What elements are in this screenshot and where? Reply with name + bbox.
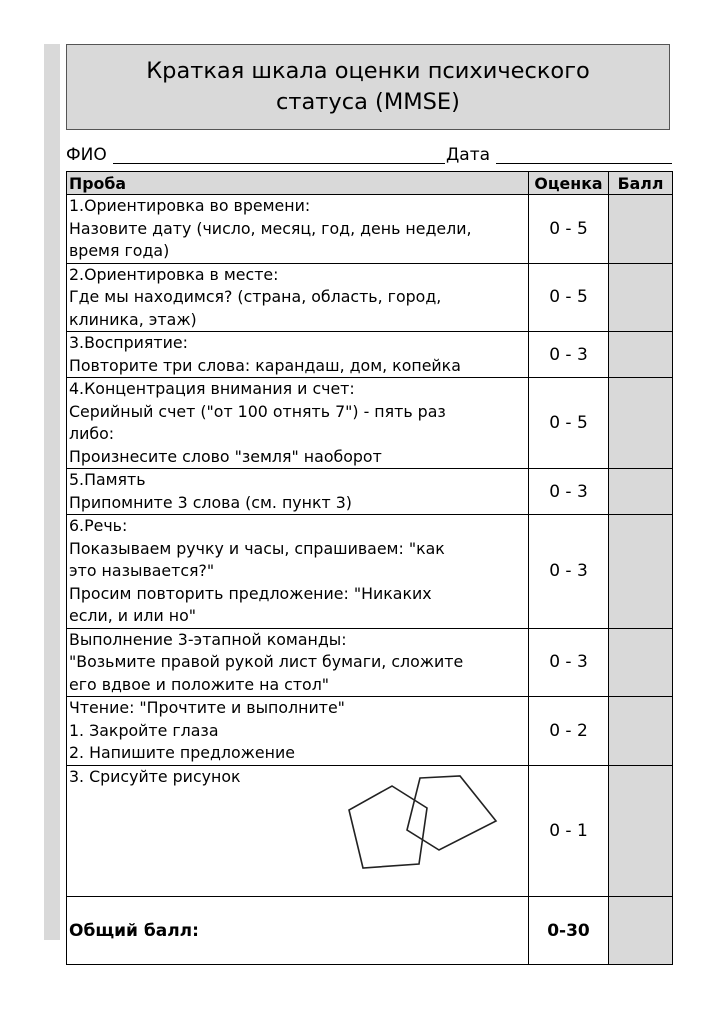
task-cell — [67, 697, 529, 766]
table-header-row — [67, 172, 673, 195]
task-line: Показываем ручку и часы, спрашиваем: "как — [69, 538, 445, 558]
task-cell — [67, 378, 529, 469]
task-line: его вдвое и положите на стол" — [69, 674, 330, 694]
task-line: 1. Закройте глаза — [69, 720, 219, 740]
task-cell — [67, 469, 529, 515]
task-line: Чтение: "Прочтите и выполните" — [69, 698, 345, 717]
task-line: 3. Срисуйте рисунок — [69, 766, 241, 786]
score-range-cell: 0 - 3 — [529, 515, 609, 629]
task-line: 4.Концентрация внимания и счет: — [69, 379, 355, 398]
total-points-cell[interactable] — [609, 897, 673, 965]
score-range-cell: 0 - 5 — [529, 195, 609, 264]
score-range-cell: 0 - 1 — [529, 765, 609, 897]
task-line: это называется?" — [69, 561, 215, 580]
score-range-cell: 0 - 5 — [529, 263, 609, 332]
total-row — [67, 897, 673, 965]
task-cell — [67, 263, 529, 332]
task-line: 6.Речь: — [69, 516, 128, 535]
page-title: Краткая шкала оценки психического статуса (MMSE) — [66, 44, 670, 130]
total-label: Общий балл: — [67, 897, 529, 965]
total-range: 0-30 — [529, 897, 609, 965]
task-line: 5.Память — [69, 470, 146, 489]
header-task: Проба — [67, 172, 529, 195]
table-row — [67, 332, 673, 378]
date-label: Дата — [446, 145, 491, 165]
points-cell[interactable] — [609, 378, 673, 469]
task-line: Выполнение 3-этапной команды: — [69, 629, 347, 649]
task-cell — [67, 195, 529, 264]
fio-label: ФИО — [66, 145, 107, 165]
task-line: 1.Ориентировка во времени: — [69, 196, 311, 215]
task-line: Где мы находимся? (страна, область, город, — [69, 287, 442, 306]
table-row — [67, 515, 673, 629]
date-field[interactable] — [496, 142, 672, 164]
table-row — [67, 697, 673, 766]
mmse-table — [66, 171, 673, 965]
points-cell[interactable] — [609, 332, 673, 378]
task-cell — [67, 765, 529, 897]
table-row — [67, 195, 673, 264]
score-range-cell: 0 - 2 — [529, 697, 609, 766]
points-cell[interactable] — [609, 628, 673, 697]
form-header — [66, 142, 672, 168]
points-cell[interactable] — [609, 263, 673, 332]
task-line: 2. Напишите предложение — [69, 743, 295, 762]
points-cell[interactable] — [609, 697, 673, 766]
points-cell[interactable] — [609, 469, 673, 515]
task-line: "Возьмите правой рукой лист бумаги, сложите — [69, 652, 464, 671]
task-line: либо: — [69, 424, 115, 443]
score-range-cell: 0 - 3 — [529, 332, 609, 378]
table-row — [67, 378, 673, 469]
fio-field[interactable] — [113, 142, 445, 164]
task-line: если, и или но" — [69, 606, 197, 625]
points-cell[interactable] — [609, 195, 673, 264]
header-score-range: Оценка — [529, 172, 609, 195]
task-line: время года) — [69, 241, 170, 260]
task-line: Припомните 3 слова (см. пункт 3) — [69, 492, 352, 512]
points-cell[interactable] — [609, 515, 673, 629]
task-cell — [67, 332, 529, 378]
task-cell — [67, 515, 529, 629]
figure-area — [69, 788, 526, 896]
header-points: Балл — [609, 172, 673, 195]
task-line: 2.Ориентировка в месте: — [69, 264, 279, 284]
score-range-cell: 0 - 5 — [529, 378, 609, 469]
score-range-cell: 0 - 3 — [529, 628, 609, 697]
task-line: Серийный счет ("от 100 отнять 7") - пять раз — [69, 401, 446, 421]
task-line: Просим повторить предложение: "Никаких — [69, 583, 432, 603]
side-bar — [44, 44, 60, 940]
task-cell — [67, 628, 529, 697]
task-line: Произнесите слово "земля" наоборот — [69, 446, 382, 466]
table-row — [67, 628, 673, 697]
table-row — [67, 765, 673, 897]
task-line: Назовите дату (число, месяц, год, день недели, — [69, 218, 472, 238]
score-range-cell: 0 - 3 — [529, 469, 609, 515]
points-cell[interactable] — [609, 765, 673, 897]
task-line: 3.Восприятие: — [69, 333, 188, 352]
intersecting-pentagons-icon — [347, 772, 499, 876]
table-row — [67, 263, 673, 332]
table-row — [67, 469, 673, 515]
task-line: Повторите три слова: карандаш, дом, копейка — [69, 355, 461, 375]
task-line: клиника, этаж) — [69, 309, 197, 329]
